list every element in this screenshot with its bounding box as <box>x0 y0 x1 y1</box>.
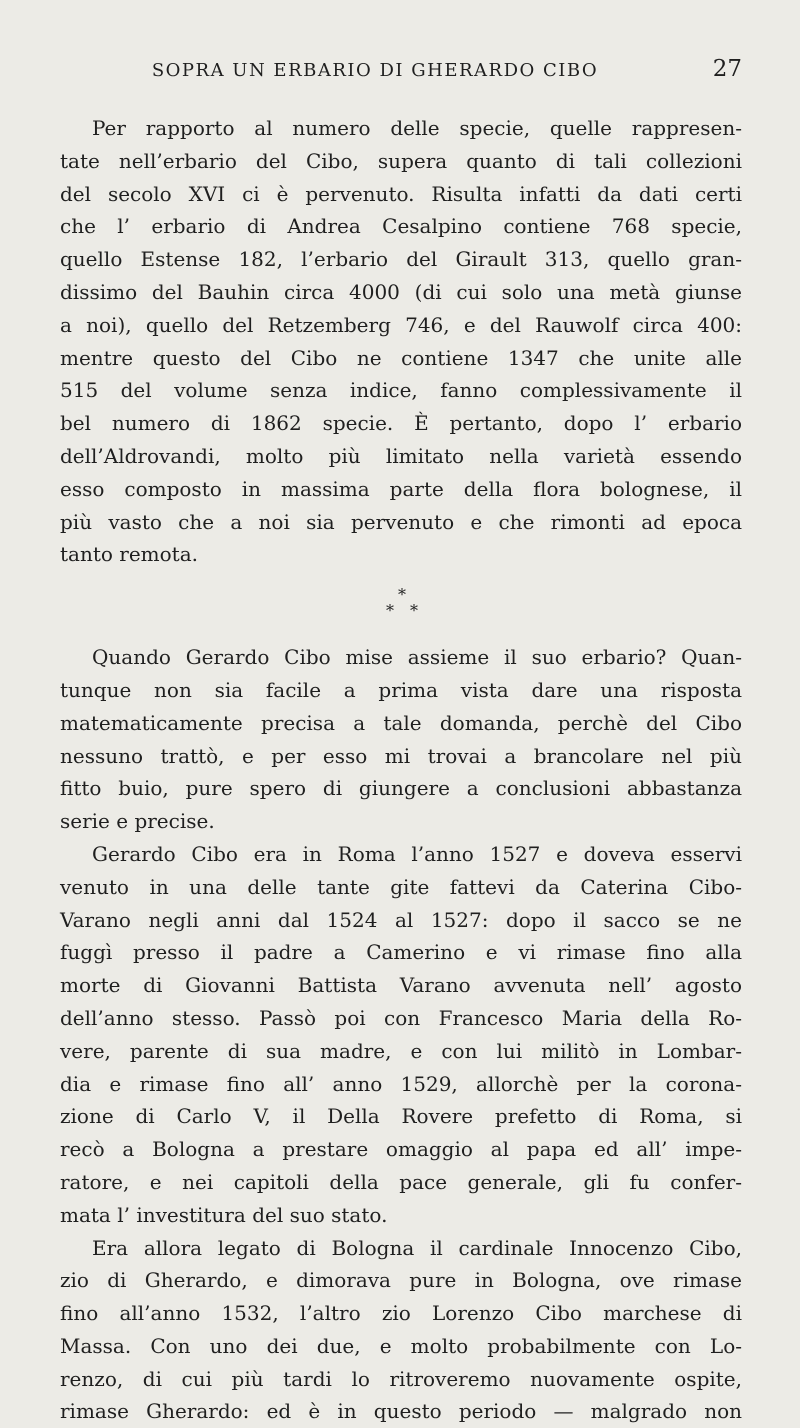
text-line: Massa. Con uno dei due, e molto probabilmente con Lo- <box>60 1330 742 1363</box>
text-line: Era allora legato di Bologna il cardinale Innocenzo Cibo, <box>60 1232 742 1265</box>
body-text <box>60 112 742 1428</box>
text-line: tate nell’erbario del Cibo, supera quanto di tali collezioni <box>60 145 742 178</box>
text-line: del secolo XVI ci è pervenuto. Risulta infatti da dati certi <box>60 178 742 211</box>
paragraph-3 <box>60 838 742 1232</box>
text-line: Varano negli anni dal 1524 al 1527: dopo il sacco se ne <box>60 904 742 937</box>
text-line: dell’anno stesso. Passò poi con Francesco Maria della Ro- <box>60 1002 742 1035</box>
text-line: renzo, di cui più tardi lo ritroveremo nuovamente ospite, <box>60 1363 742 1396</box>
text-line: mata l’ investitura del suo stato. <box>60 1199 742 1232</box>
text-line: Per rapporto al numero delle specie, quelle rappresen- <box>60 112 742 145</box>
text-line: recò a Bologna a prestare omaggio al papa ed all’ impe- <box>60 1133 742 1166</box>
text-line: a noi), quello del Retzemberg 746, e del Rauwolf circa 400: <box>60 309 742 342</box>
text-line: dissimo del Bauhin circa 4000 (di cui solo una metà giunse <box>60 276 742 309</box>
text-line: tanto remota. <box>60 538 742 571</box>
text-line: più vasto che a noi sia pervenuto e che rimonti ad epoca <box>60 506 742 539</box>
asterisk: * <box>386 603 394 619</box>
paragraph-1 <box>60 112 742 571</box>
text-line: bel numero di 1862 specie. È pertanto, dopo l’ erbario <box>60 407 742 440</box>
text-line: venuto in una delle tante gite fattevi da Caterina Cibo- <box>60 871 742 904</box>
running-title: SOPRA UN ERBARIO DI GHERARDO CIBO <box>140 60 610 81</box>
text-line: esso composto in massima parte della flora bolognese, il <box>60 473 742 506</box>
asterisk: * <box>410 603 418 619</box>
text-line: ratore, e nei capitoli della pace generale, gli fu confer- <box>60 1166 742 1199</box>
text-line: 515 del volume senza indice, fanno complessivamente il <box>60 374 742 407</box>
text-line: serie e precise. <box>60 805 742 838</box>
text-line: matematicamente precisa a tale domanda, perchè del Cibo <box>60 707 742 740</box>
asterisk: * <box>398 587 406 603</box>
text-line: mentre questo del Cibo ne contiene 1347 che unite alle <box>60 342 742 375</box>
text-line: zio di Gherardo, e dimorava pure in Bologna, ove rimase <box>60 1264 742 1297</box>
page-header <box>60 60 742 92</box>
text-line: fuggì presso il padre a Camerino e vi rimase fino alla <box>60 936 742 969</box>
text-line: tunque non sia facile a prima vista dare una risposta <box>60 674 742 707</box>
text-line: fitto buio, pure spero di giungere a conclusioni abbastanza <box>60 772 742 805</box>
text-line: zione di Carlo V, il Della Rovere prefetto di Roma, si <box>60 1100 742 1133</box>
asterism-separator <box>60 571 742 641</box>
page-number: 27 <box>713 56 742 82</box>
text-line: dell’Aldrovandi, molto più limitato nella varietà essendo <box>60 440 742 473</box>
text-line: che l’ erbario di Andrea Cesalpino contiene 768 specie, <box>60 210 742 243</box>
text-line: morte di Giovanni Battista Varano avvenuta nell’ agosto <box>60 969 742 1002</box>
text-line: quello Estense 182, l’erbario del Girault 313, quello gran- <box>60 243 742 276</box>
paragraph-4 <box>60 1232 742 1428</box>
text-line: nessuno trattò, e per esso mi trovai a brancolare nel più <box>60 740 742 773</box>
text-line: fino all’anno 1532, l’altro zio Lorenzo Cibo marchese di <box>60 1297 742 1330</box>
text-line: dia e rimase fino all’ anno 1529, allorchè per la corona- <box>60 1068 742 1101</box>
paragraph-2 <box>60 641 742 838</box>
text-line: vere, parente di sua madre, e con lui militò in Lombar- <box>60 1035 742 1068</box>
text-line: Gerardo Cibo era in Roma l’anno 1527 e doveva esservi <box>60 838 742 871</box>
text-line: rimase Gherardo: ed è in questo periodo — malgrado non <box>60 1395 742 1428</box>
text-line: Quando Gerardo Cibo mise assieme il suo erbario? Quan- <box>60 641 742 674</box>
